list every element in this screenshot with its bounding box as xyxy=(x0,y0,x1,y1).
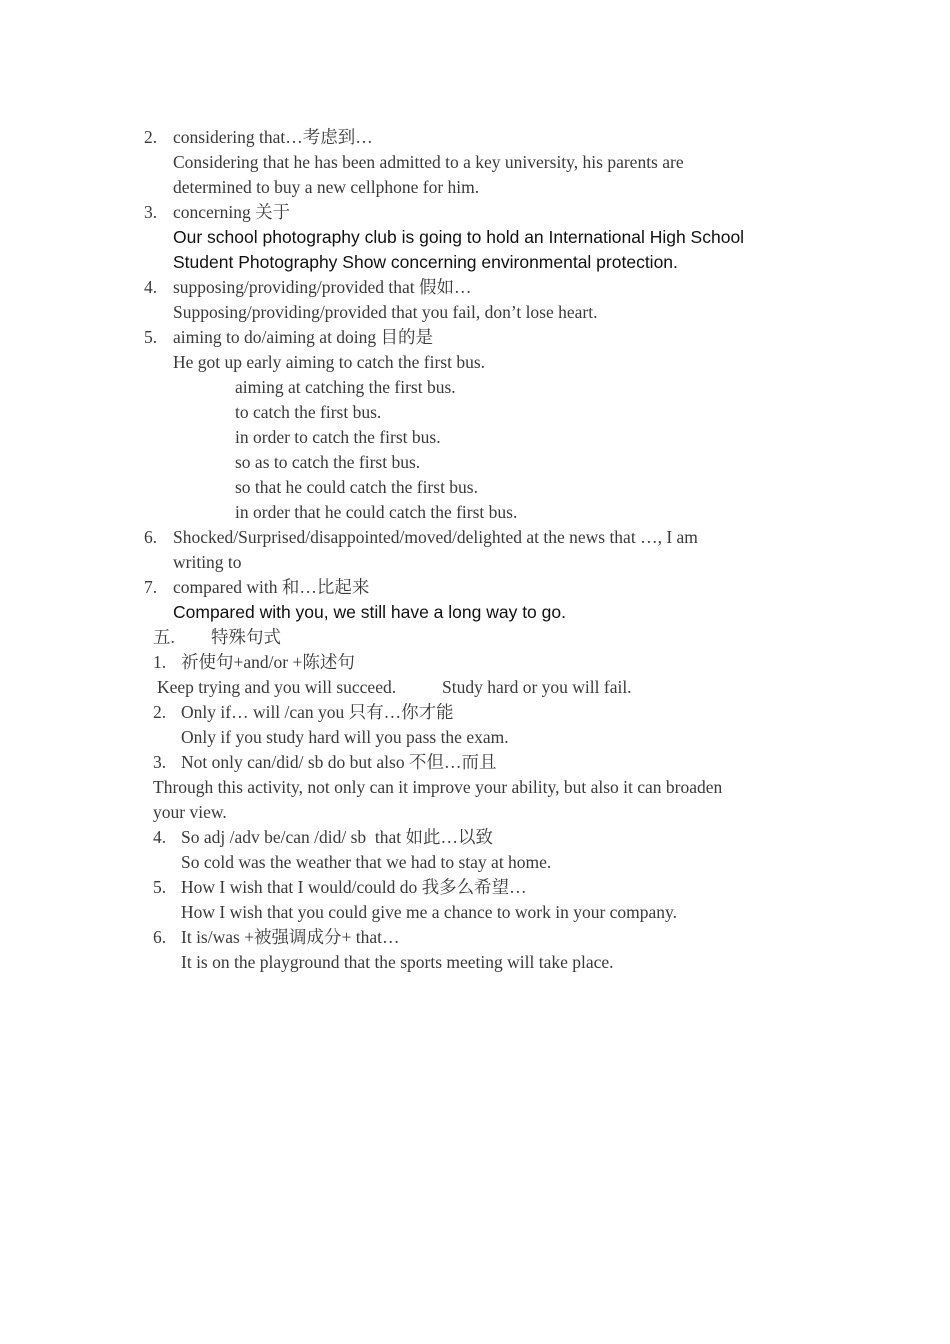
example-sentence: Our school photography club is going to hold an International High School xyxy=(173,227,745,247)
item-number: 6. xyxy=(144,527,158,547)
alternative-phrase: so that he could catch the first bus. xyxy=(235,477,478,497)
item-number: 7. xyxy=(144,577,158,597)
item-heading: concerning 关于 xyxy=(173,202,291,222)
item-heading: Not only can/did/ sb do but also 不但…而且 xyxy=(181,752,497,772)
item-number: 2. xyxy=(153,702,167,722)
example-sentence: So cold was the weather that we had to stay at home. xyxy=(181,852,552,872)
item-heading: It is/was +被强调成分+ that… xyxy=(181,927,400,947)
alternative-phrase: in order that he could catch the first bus. xyxy=(235,502,518,522)
example-sentence: Supposing/providing/provided that you fail, don’t lose heart. xyxy=(173,302,598,322)
item-heading: considering that…考虑到… xyxy=(173,127,373,147)
example-sentence: your view. xyxy=(153,802,227,822)
item-number: 3. xyxy=(144,202,158,222)
example-sentence: Considering that he has been admitted to a key university, his parents are xyxy=(173,152,684,172)
item-heading: supposing/providing/provided that 假如… xyxy=(173,277,472,297)
item-number: 1. xyxy=(153,652,167,672)
item-number: 2. xyxy=(144,127,158,147)
section-number: 五. xyxy=(153,627,175,647)
example-sentence: Student Photography Show concerning environmental protection. xyxy=(173,252,678,272)
item-heading: aiming to do/aiming at doing 目的是 xyxy=(173,327,434,347)
item-number: 4. xyxy=(153,827,167,847)
item-number: 3. xyxy=(153,752,167,772)
alternative-phrase: to catch the first bus. xyxy=(235,402,382,422)
item-number: 5. xyxy=(153,877,167,897)
alternative-phrase: in order to catch the first bus. xyxy=(235,427,441,447)
item-heading: Shocked/Surprised/disappointed/moved/delighted at the news that …, I am xyxy=(173,527,698,547)
item-number: 6. xyxy=(153,927,167,947)
alternative-phrase: aiming at catching the first bus. xyxy=(235,377,456,397)
example-sentence: determined to buy a new cellphone for him. xyxy=(173,177,480,197)
example-sentence: Study hard or you will fail. xyxy=(442,677,632,697)
example-sentence: Only if you study hard will you pass the exam. xyxy=(181,727,509,747)
alternative-phrase: so as to catch the first bus. xyxy=(235,452,421,472)
item-heading: Only if… will /can you 只有…你才能 xyxy=(181,702,454,722)
section-title: 特殊句式 xyxy=(211,627,281,647)
item-heading: 祈使句+and/or +陈述句 xyxy=(181,652,355,672)
item-heading: How I wish that I would/could do 我多么希望… xyxy=(181,877,527,897)
item-heading: writing to xyxy=(173,552,242,572)
item-heading: compared with 和…比起来 xyxy=(173,577,370,597)
example-sentence: Compared with you, we still have a long way to go. xyxy=(173,602,566,622)
item-number: 5. xyxy=(144,327,158,347)
example-sentence: How I wish that you could give me a chance to work in your company. xyxy=(181,902,678,922)
item-number: 4. xyxy=(144,277,158,297)
example-sentence: It is on the playground that the sports meeting will take place. xyxy=(181,952,614,972)
example-sentence: He got up early aiming to catch the first bus. xyxy=(173,352,486,372)
example-sentence: Through this activity, not only can it improve your ability, but also it can broaden xyxy=(153,777,723,797)
item-heading: So adj /adv be/can /did/ sb that 如此…以致 xyxy=(181,827,494,847)
example-sentence: Keep trying and you will succeed. xyxy=(157,677,397,697)
